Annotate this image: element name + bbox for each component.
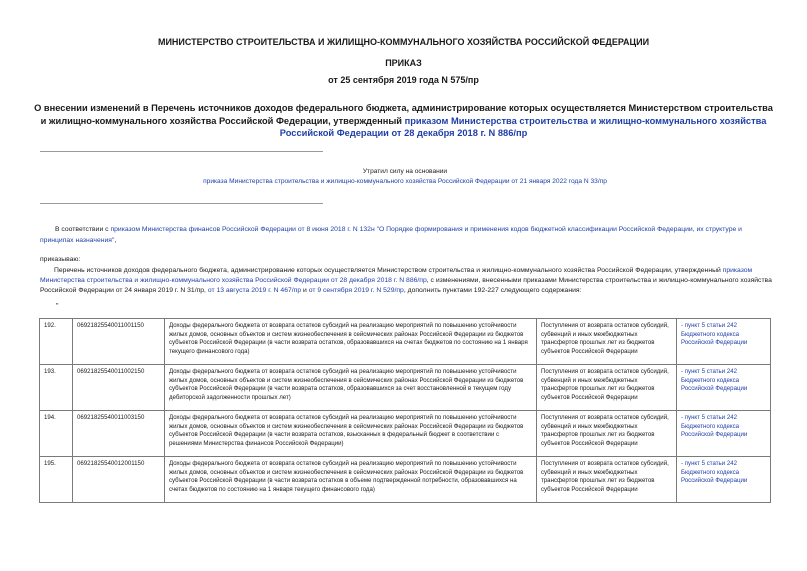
amendment-link-2[interactable]: от 13 августа 2019 г. N 467/пр bbox=[207, 287, 302, 294]
table-row bbox=[40, 365, 771, 411]
table-row bbox=[40, 457, 771, 503]
ministry-heading: МИНИСТЕРСТВО СТРОИТЕЛЬСТВА И ЖИЛИЩНО-КОММУНАЛЬНОГО ХОЗЯЙСТВА РОССИЙСКОЙ ФЕДЕРАЦИИ bbox=[157, 37, 650, 47]
budget-code: 06921825540011003150 bbox=[73, 411, 165, 457]
revenue-description: Доходы федерального бюджета от возврата остатков субсидий на реализацию мероприятий по повышению устойчивости жилых домов, основных объектов и систем жизнеобеспечения в сейсмических районах Российской Федерации из бюджетов субъектов Российской Федерации (в части возврата остатков, образовавшихся на счетах бюджетов по состоянию на 1 января текущего финансового года) bbox=[165, 319, 537, 365]
order-word: приказываю: bbox=[40, 256, 81, 263]
row-number: 194. bbox=[40, 411, 73, 457]
amendment-paragraph bbox=[40, 266, 775, 296]
notice-link[interactable]: приказа Министерства строительства и жилищно-коммунального хозяйства Российской Федерации от 21 января 2022 года N 33/пр bbox=[203, 178, 607, 185]
legal-basis bbox=[677, 319, 771, 365]
order-date: от 25 сентября 2019 года N 575/пр bbox=[328, 75, 479, 85]
preamble-paragraph bbox=[40, 224, 775, 246]
amendment-text-3: и bbox=[301, 287, 309, 294]
amendment-text-4: , дополнить пунктами 192-227 следующего содержания: bbox=[403, 287, 582, 294]
legal-basis-link[interactable]: - пункт 5 статьи 242 Бюджетного кодекса Российской Федерации bbox=[681, 414, 748, 439]
notice-text: Утратил силу на основании bbox=[362, 168, 448, 175]
budget-code: 06921825540011001150 bbox=[73, 319, 165, 365]
divider-bottom bbox=[40, 203, 323, 204]
quote-mark: " bbox=[56, 303, 59, 310]
preamble-suffix: , bbox=[114, 237, 117, 244]
legal-basis bbox=[677, 457, 771, 503]
revenue-description: Доходы федерального бюджета от возврата остатков субсидий на реализацию мероприятий по повышению устойчивости жилых домов, основных объектов и систем жизнеобеспечения в сейсмических районах Российской Федерации из бюджетов субъектов Российской Федерации (в части возврата остатков, образовавшихся за счет восстановленной в текущем году дебиторской задолженности прошлых лет) bbox=[165, 365, 537, 411]
preamble-prefix: В соответствии с bbox=[55, 226, 111, 233]
row-number: 195. bbox=[40, 457, 73, 503]
table-row bbox=[40, 319, 771, 365]
row-number: 192. bbox=[40, 319, 73, 365]
title-link[interactable]: приказом Министерства строительства и жилищно-коммунального хозяйства Российской Федерации от 28 декабря 2018 г. N 886/пр bbox=[279, 115, 767, 138]
revenue-sources-table bbox=[39, 318, 771, 503]
document-type: ПРИКАЗ bbox=[385, 58, 422, 68]
revenue-source: Поступления от возврата остатков субсидий, субвенций и иных межбюджетных трансфертов прошлых лет из бюджетов субъектов Российской Федерации bbox=[537, 365, 677, 411]
revenue-description: Доходы федерального бюджета от возврата остатков субсидий на реализацию мероприятий по повышению устойчивости жилых домов, основных объектов и систем жизнеобеспечения в сейсмических районах Российской Федерации из бюджетов субъектов Российской Федерации (в части возврата остатков, взысканных в федеральный бюджет в соответствии с решениями Министерства финансов Российской Федерации) bbox=[165, 411, 537, 457]
revenue-source: Поступления от возврата остатков субсидий, субвенций и иных межбюджетных трансфертов прошлых лет из бюджетов субъектов Российской Федерации bbox=[537, 411, 677, 457]
legal-basis bbox=[677, 411, 771, 457]
revenue-description: Доходы федерального бюджета от возврата остатков субсидий на реализацию мероприятий по повышению устойчивости жилых домов, основных объектов и систем жизнеобеспечения в сейсмических районах Российской Федерации из бюджетов субъектов Российской Федерации (в части возврата остатков в объеме подтвержденной потребности, образовавшихся на счетах бюджетов по состоянию на 1 января текущего финансового года) bbox=[165, 457, 537, 503]
legal-basis-link[interactable]: - пункт 5 статьи 242 Бюджетного кодекса Российской Федерации bbox=[681, 460, 748, 485]
revenue-source: Поступления от возврата остатков субсидий, субвенций и иных межбюджетных трансфертов прошлых лет из бюджетов субъектов Российской Федерации bbox=[537, 319, 677, 365]
revenue-source: Поступления от возврата остатков субсидий, субвенций и иных межбюджетных трансфертов прошлых лет из бюджетов субъектов Российской Федерации bbox=[537, 457, 677, 503]
repeal-notice bbox=[200, 167, 610, 187]
budget-code: 06921825540011002150 bbox=[73, 365, 165, 411]
legal-basis-link[interactable]: - пункт 5 статьи 242 Бюджетного кодекса Российской Федерации bbox=[681, 368, 748, 393]
budget-code: 06921825540012001150 bbox=[73, 457, 165, 503]
row-number: 193. bbox=[40, 365, 73, 411]
amendment-text-1: Перечень источников доходов федерального бюджета, администрирование которых осуществляется Министерством строительства и жилищно-коммунального хозяйства Российской Федерации, утвержденный bbox=[54, 267, 723, 274]
legal-basis bbox=[677, 365, 771, 411]
amendment-link-1[interactable]: приказом Министерства строительства и жилищно-коммунального хозяйства Российской Федерации от 28 декабря 2018 г. N 886/пр bbox=[40, 267, 753, 284]
amendment-link-3[interactable]: от 9 сентября 2019 г. N 529/пр bbox=[308, 287, 404, 294]
page-title bbox=[30, 102, 777, 140]
legal-basis-link[interactable]: - пункт 5 статьи 242 Бюджетного кодекса Российской Федерации bbox=[681, 322, 748, 347]
title-text: О внесении изменений в Перечень источников доходов федерального бюджета, администрирование которых осуществляется Министерством строительства и жилищно-коммунального хозяйства Российской Федерации, утвержденный bbox=[34, 103, 773, 126]
preamble-link[interactable]: приказом Министерства финансов Российской Федерации от 8 июня 2018 г. N 132н "О Порядке формирования и применения кодов бюджетной классификации Российской Федерации, их структуре и принципах назначения" bbox=[40, 226, 742, 244]
amendment-text-2: , с изменениями, внесенными приказами Министерства строительства и жилищно-коммунального хозяйства Российской Федерации от 24 января 2019 г. N 31/пр, bbox=[40, 277, 772, 294]
table-row bbox=[40, 411, 771, 457]
divider-top bbox=[40, 151, 323, 152]
